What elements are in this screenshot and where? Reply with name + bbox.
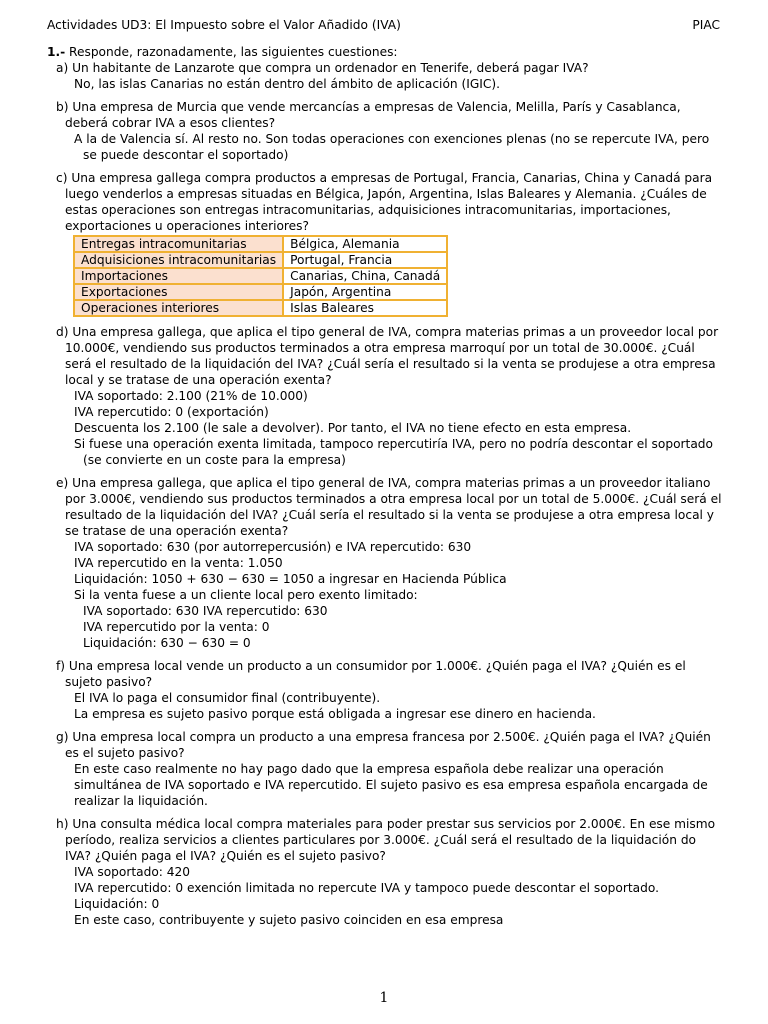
answer-h-line: IVA repercutido: 0 exención limitada no repercute IVA y tampoco puede descontar el soportado. bbox=[74, 881, 659, 895]
page-number: 1 bbox=[379, 990, 389, 1006]
question-c-text: c) Una empresa gallega compra productos a empresas de Portugal, Francia, Canarias, China y Canadá para luego venderlos a empresas situadas en Bélgica, Japón, Argentina, Islas Baleares y Alemania. ¿Cuáles de estas operaciones son entregas intracomunitarias, adquisiciones intracomunitarias, importaciones, exportaciones u operaciones interiores? bbox=[56, 171, 713, 233]
table-row bbox=[74, 268, 447, 284]
answer-h-line: En este caso, contribuyente y sujeto pasivo coinciden en esa empresa bbox=[74, 913, 504, 927]
table-row bbox=[74, 300, 447, 316]
question-e bbox=[47, 475, 723, 651]
answer-h-line: Liquidación: 0 bbox=[74, 897, 160, 911]
answer-d-line: Descuenta los 2.100 (le sale a devolver). Por tanto, el IVA no tiene efecto en esta empresa. bbox=[74, 421, 632, 435]
question-g-text: g) Una empresa local compra un producto a una empresa francesa por 2.500€. ¿Quién paga el IVA? ¿Quién es el sujeto pasivo? bbox=[56, 730, 711, 760]
table-cell-type: Entregas intracomunitarias bbox=[74, 236, 283, 252]
table-cell-type: Exportaciones bbox=[74, 284, 283, 300]
answer-e-line: Si la venta fuese a un cliente local pero exento limitado: bbox=[74, 588, 418, 602]
answer-a-line: No, las islas Canarias no están dentro del ámbito de aplicación (IGIC). bbox=[74, 77, 501, 91]
answer-d-line: IVA soportado: 2.100 (21% de 10.000) bbox=[74, 389, 308, 403]
answer-g-line: En este caso realmente no hay pago dado que la empresa española debe realizar una operación simultánea de IVA soportado e IVA repercutido. El sujeto pasivo es esa empresa española encargada de realizar la liquidación. bbox=[74, 762, 708, 808]
answer-d-line: IVA repercutido: 0 (exportación) bbox=[74, 405, 269, 419]
intro-line bbox=[47, 44, 723, 60]
answer-e-subline: IVA repercutido por la venta: 0 bbox=[83, 620, 270, 634]
table-row bbox=[74, 284, 447, 300]
answer-e-line: IVA repercutido en la venta: 1.050 bbox=[74, 556, 283, 570]
question-a-text: a) Un habitante de Lanzarote que compra un ordenador en Tenerife, deberá pagar IVA? bbox=[56, 61, 589, 75]
table-cell-places: Japón, Argentina bbox=[283, 284, 447, 300]
answer-h-line: IVA soportado: 420 bbox=[74, 865, 191, 879]
answer-b-line: A la de Valencia sí. Al resto no. Son todas operaciones con exenciones plenas (no se repercute IVA, pero se puede descontar el soportado) bbox=[74, 132, 710, 162]
exercise-number: 1.- bbox=[47, 45, 66, 59]
table-cell-places: Portugal, Francia bbox=[283, 252, 447, 268]
document-body bbox=[47, 44, 723, 935]
table-row bbox=[74, 236, 447, 252]
question-h bbox=[47, 816, 723, 928]
answer-f-line: El IVA lo paga el consumidor final (contribuyente). bbox=[74, 691, 381, 705]
page-header bbox=[47, 17, 720, 33]
header-right-label: PIAC bbox=[692, 18, 720, 32]
intro-text: Responde, razonadamente, las siguientes cuestiones: bbox=[65, 45, 398, 59]
question-f-text: f) Una empresa local vende un producto a un consumidor por 1.000€. ¿Quién paga el IVA? ¿Quién es el sujeto pasivo? bbox=[56, 659, 686, 689]
answer-f-line: La empresa es sujeto pasivo porque está obligada a ingresar ese dinero en hacienda. bbox=[74, 707, 596, 721]
table-cell-type: Operaciones interiores bbox=[74, 300, 283, 316]
answer-e-line: IVA soportado: 630 (por autorrepercusión) e IVA repercutido: 630 bbox=[74, 540, 472, 554]
question-a bbox=[47, 60, 723, 92]
operations-table bbox=[73, 235, 448, 317]
answer-d-line: Si fuese una operación exenta limitada, tampoco repercutiría IVA, pero no podría descontar el soportado (se convierte en un coste para la empresa) bbox=[74, 437, 713, 467]
question-b bbox=[47, 99, 723, 163]
answer-e-line: Liquidación: 1050 + 630 − 630 = 1050 a ingresar en Hacienda Pública bbox=[74, 572, 507, 586]
question-b-text: b) Una empresa de Murcia que vende mercancías a empresas de Valencia, Melilla, París y Casablanca, deberá cobrar IVA a esos clientes? bbox=[56, 100, 681, 130]
table-cell-places: Canarias, China, Canadá bbox=[283, 268, 447, 284]
table-cell-type: Adquisiciones intracomunitarias bbox=[74, 252, 283, 268]
answer-e-subline: IVA soportado: 630 IVA repercutido: 630 bbox=[83, 604, 328, 618]
question-c bbox=[47, 170, 723, 317]
table-cell-places: Bélgica, Alemania bbox=[283, 236, 447, 252]
answer-e-subline: Liquidación: 630 − 630 = 0 bbox=[83, 636, 251, 650]
question-e-text: e) Una empresa gallega, que aplica el tipo general de IVA, compra materias primas a un proveedor italiano por 3.000€, vendiendo sus productos terminados a otra empresa local por un total de 5.000€. ¿Cuál será el resultado de la liquidación del IVA? ¿Cuál sería el resultado si la venta se produjese a otra empresa local y se tratase de una operación exenta? bbox=[56, 476, 722, 538]
table-cell-type: Importaciones bbox=[74, 268, 283, 284]
question-g bbox=[47, 729, 723, 809]
table-row bbox=[74, 252, 447, 268]
document-title: Actividades UD3: El Impuesto sobre el Valor Añadido (IVA) bbox=[47, 18, 401, 32]
table-cell-places: Islas Baleares bbox=[283, 300, 447, 316]
question-h-text: h) Una consulta médica local compra materiales para poder prestar sus servicios por 2.000€. En ese mismo período, realiza servicios a clientes particulares por 3.000€. ¿Cuál será el resultado de la liquidación do IVA? ¿Quién paga el IVA? ¿Quién es el sujeto pasivo? bbox=[56, 817, 716, 863]
question-d-text: d) Una empresa gallega, que aplica el tipo general de IVA, compra materias primas a un proveedor local por 10.000€, vendiendo sus productos terminados a otra empresa marroquí por un total de 30.000€. ¿Cuál será el resultado de la liquidación del IVA? ¿Cuál sería el resultado si la venta se produjese a otra empresa local y se tratase de una operación exenta? bbox=[56, 325, 719, 387]
question-d bbox=[47, 324, 723, 468]
question-f bbox=[47, 658, 723, 722]
